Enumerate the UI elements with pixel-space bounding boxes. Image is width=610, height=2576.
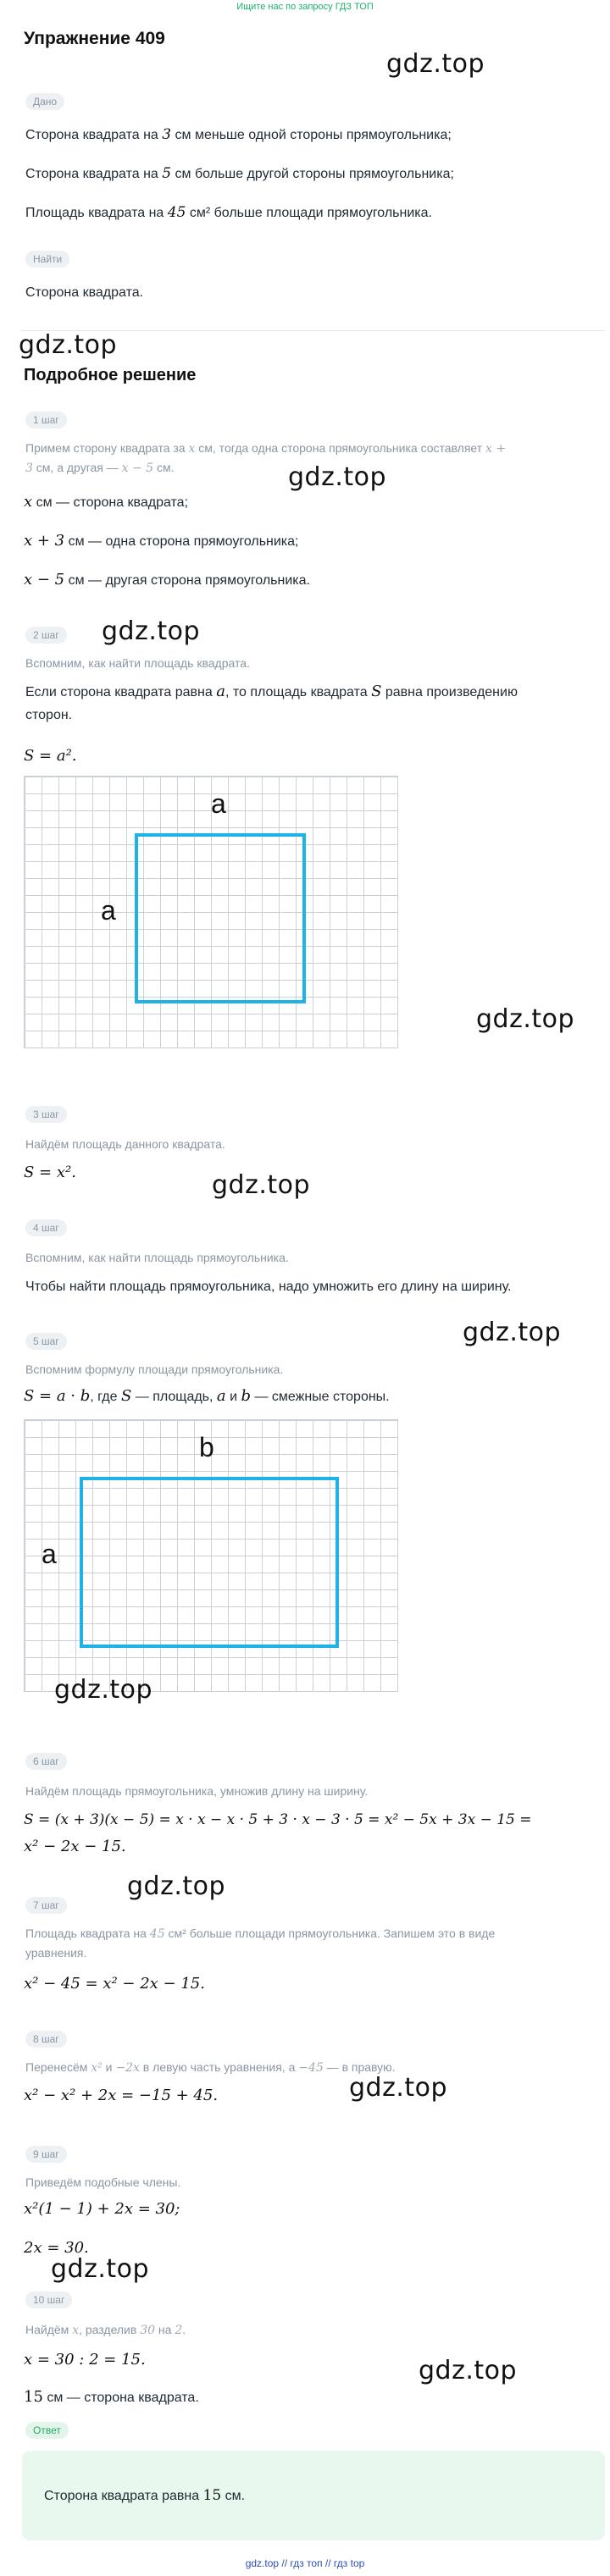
step-6-muted: Найдём площадь прямоугольника, умножив длину на ширину. [25,1784,369,1798]
watermark: gdz.top [386,49,485,79]
step-2-muted: Вспомним, как найти площадь квадрата. [25,656,250,670]
step-tag: 2 шаг [25,627,67,644]
step-4-text: Чтобы найти площадь прямоугольника, надо умножить его длину на ширину. [25,1280,512,1294]
answer-text: Сторона квадрата равна 15 см. [44,2487,246,2504]
footer-links[interactable]: gdz.top // гдз топ // гдз top [245,2557,365,2569]
step-tag: 7 шаг [25,1897,67,1914]
given-line-2: Сторона квадрата на 5 см больше другой стороны прямоугольника; [25,165,454,182]
side-label-a: a [211,788,226,819]
answer-tag: Ответ [25,2422,69,2439]
watermark: gdz.top [212,1170,311,1200]
given-line-3: Площадь квадрата на 45 см² больше площади прямоугольника. [25,204,432,221]
given-tag: Дано [25,93,64,110]
step-tag: 3 шаг [25,1106,67,1123]
step-1-line-1: x см — сторона квадрата; [24,493,189,511]
watermark: gdz.top [102,616,201,646]
watermark: gdz.top [288,462,387,492]
find-text: Сторона квадрата. [25,285,144,300]
step-tag: 4 шаг [25,1219,67,1236]
search-banner: Ищите нас по запросу ГДЗ ТОП [0,0,610,14]
step-1-line-2: x + 3 см — одна сторона прямоугольника; [24,532,299,550]
step-1-line-3: x − 5 см — другая сторона прямоугольника. [24,571,310,589]
watermark: gdz.top [476,1004,575,1034]
watermark: gdz.top [19,330,118,360]
step-5-muted: Вспомним формулу площади прямоугольника. [25,1363,284,1376]
find-tag: Найти [25,251,69,268]
step-tag: 6 шаг [25,1753,67,1770]
rectangle-shape [80,1477,339,1648]
side-label-b: b [199,1432,214,1462]
step-tag: 5 шаг [25,1333,67,1350]
side-label-a: a [101,895,116,926]
formula: x² − x² + 2x = −15 + 45. [24,2087,219,2104]
step-2-text: Если сторона квадрата равна a, то площадь квадрата S равна произведению сторон. [25,683,518,722]
step-3-muted: Найдём площадь данного квадрата. [25,1137,225,1151]
formula: x = 30 : 2 = 15. [24,2351,146,2369]
step-7-muted: Площадь квадрата на 45 см² больше площади прямоугольника. Запишем это в виде уравнения. [25,1926,496,1960]
step-1-intro: Примем сторону квадрата за x см, тогда одна сторона прямоугольника составляет x + 3 см, а другая — x − 5 см. [25,441,507,475]
formula: S = (x + 3)(x − 5) = x · x − x · 5 + 3 · x − 3 · 5 = x² − 5x + 3x − 15 = [24,1811,532,1828]
formula: x² − 45 = x² − 2x − 15. [24,1975,205,1993]
step-8-muted: Перенесём x² и −2x в левую часть уравнения, а −45 — в правую. [25,2060,396,2075]
watermark: gdz.top [127,1871,226,1901]
given-line-1: Сторона квадрата на 3 см меньше одной стороны прямоугольника; [25,126,452,143]
formula: S = x². [24,1164,76,1181]
step-9-muted: Приведём подобные члены. [25,2175,181,2189]
step-10-muted: Найдём x, разделив 30 на 2. [25,2323,186,2337]
watermark: gdz.top [419,2356,518,2385]
step-4-muted: Вспомним, как найти площадь прямоугольника. [25,1251,289,1264]
formula: x² − 2x − 15. [24,1838,126,1855]
watermark: gdz.top [54,1675,153,1705]
formula: 2x = 30. [24,2239,89,2257]
formula: S = a². [24,747,77,765]
step-tag: 9 шаг [25,2146,67,2163]
page-title: Упражнение 409 [24,29,165,48]
rectangle-diagram [24,1419,398,1692]
step-10-result: 15 см — сторона квадрата. [24,2388,199,2406]
watermark: gdz.top [463,1318,562,1347]
answer-box [22,2451,605,2540]
square-diagram [24,776,398,1048]
watermark: gdz.top [51,2254,150,2284]
square-shape [135,833,306,1003]
step-tag: 8 шаг [25,2031,67,2048]
solution-title: Подробное решение [24,366,197,384]
side-label-a: a [42,1539,57,1569]
formula: x²(1 − 1) + 2x = 30; [24,2200,180,2218]
watermark: gdz.top [349,2073,448,2103]
step-tag: 10 шаг [25,2291,72,2308]
step-5-text: S = a · b, где S — площадь, a и b — смежные стороны. [24,1387,390,1405]
step-tag: 1 шаг [25,412,67,428]
